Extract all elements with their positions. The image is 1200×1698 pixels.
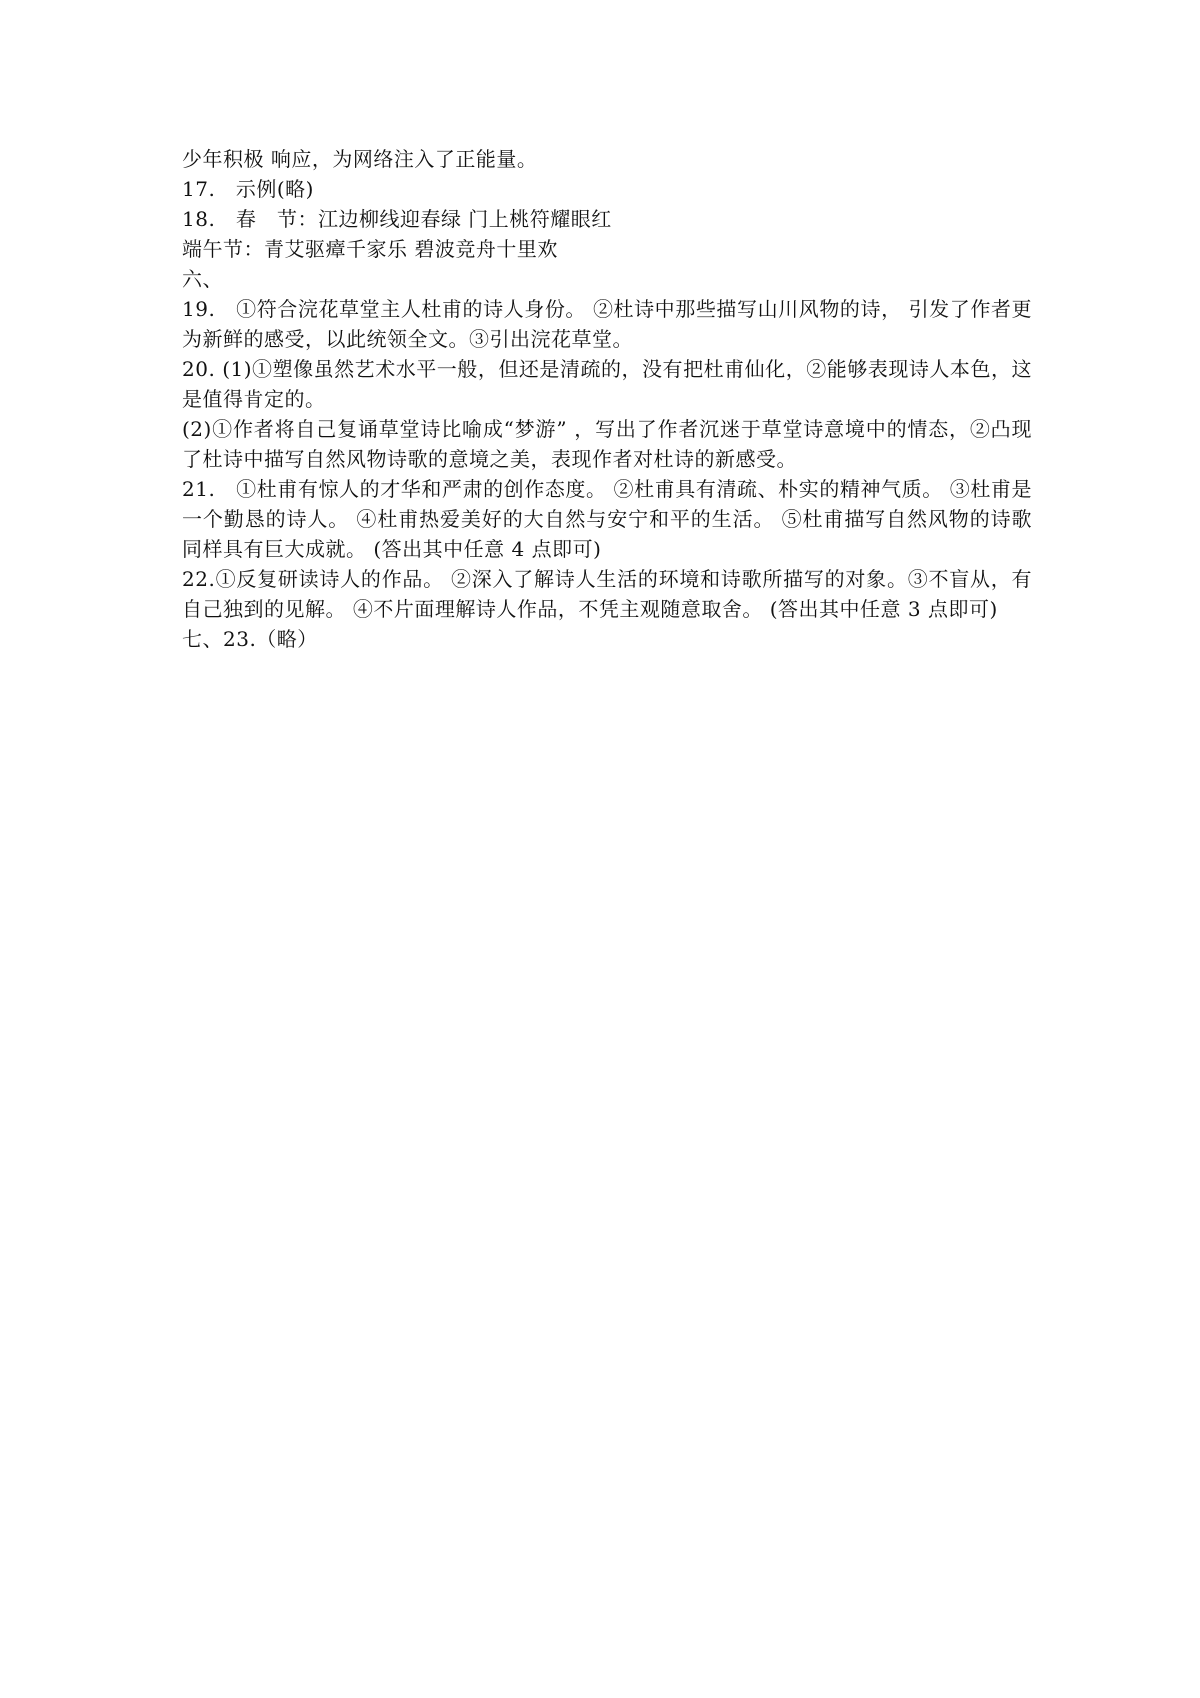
answer-23: 七、23.（略） xyxy=(182,627,318,651)
answer-19: 19. ①符合浣花草堂主人杜甫的诗人身份。 ②杜诗中那些描写山川风物的诗， 引发了作者更 为新鲜的感受，以此统领全文。③引出浣花草堂。 xyxy=(182,297,1039,351)
answer-20-part-2: (2)①作者将自己复诵草堂诗比喻成“梦游” ，写出了作者沉迷于草堂诗意境中的情态，②凸现了杜诗中描写自然风物诗歌的意境之美，表现作者对杜诗的新感受。 xyxy=(182,417,1032,471)
answer-21: 21. ①杜甫有惊人的才华和严肃的创作态度。 ②杜甫具有清疏、朴实的精神气质。 ③杜甫是一个勤恳的诗人。 ④杜甫热爱美好的大自然与安宁和平的生活。 ⑤杜甫描写自然风物的诗歌同样具有巨大成就。 (答出其中任意 4 点即可) xyxy=(182,477,1032,561)
answer-18: 18. 春 节：江边柳线迎春绿 门上桃符耀眼红 xyxy=(182,207,612,231)
answer-20-part-1: 20. (1)①塑像虽然艺术水平一般，但还是清疏的，没有把杜甫仙化，②能够表现诗人本色，这是值得肯定的。 xyxy=(182,357,1032,411)
answer-17: 17. 示例(略) xyxy=(182,177,314,201)
document-page xyxy=(182,144,1039,654)
text-line: 少年积极 响应，为网络注入了正能量。 xyxy=(182,147,538,171)
answer-18-duanwu: 端午节：青艾驱瘴千家乐 碧波竞舟十里欢 xyxy=(182,237,558,261)
section-six-heading: 六、 xyxy=(182,267,223,291)
answer-22: 22.①反复研读诗人的作品。 ②深入了解诗人生活的环境和诗歌所描写的对象。③不盲从，有自己独到的见解。 ④不片面理解诗人作品，不凭主观随意取舍。 (答出其中任意 3 点即可) xyxy=(182,567,1032,621)
